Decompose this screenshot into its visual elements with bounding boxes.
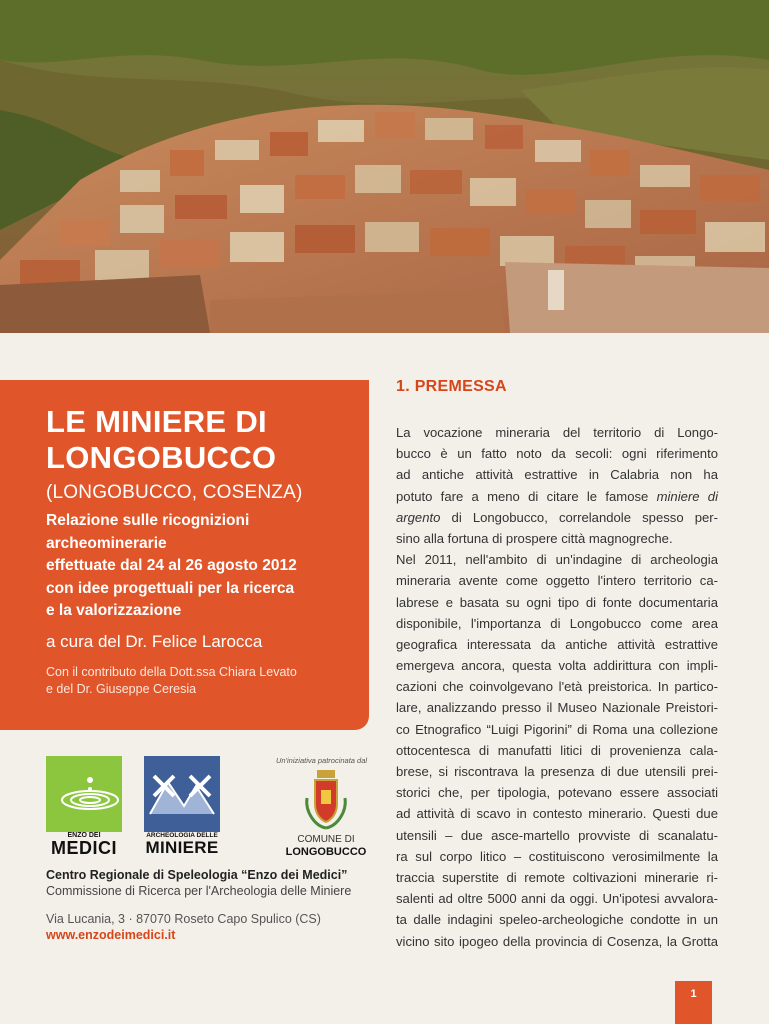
body-text [396,422,718,952]
body-line [396,464,718,485]
center-commission: Commissione di Ricerca per l'Archeologia delle Miniere [46,884,352,898]
body-text-span: brese, si riscontrava la presenza di due utensili prei- [396,764,718,779]
arch-logo-caption-top: ARCHEOLOGIA DELLE [146,832,218,839]
water-ripple-icon [46,756,122,832]
body-line [396,931,718,952]
logos-row [46,752,376,862]
body-line [396,634,718,655]
section-title: 1. PREMESSA [396,378,507,395]
body-text-span: sino alla fortuna di prospere città magnogreche. [396,530,673,546]
body-line [396,846,718,867]
body-line [396,528,718,549]
body-line [396,740,718,761]
contributor-line: Con il contributo della Dott.ssa Chiara Levato [46,664,297,679]
body-line [396,549,718,570]
page-number: 1 [675,981,712,1024]
body-text-span: bucco è un fatto noto da secoli: ogni riferimento [396,446,718,462]
contributor-line: e del Dr. Giuseppe Ceresia [46,682,197,696]
body-text-span: ottocentesca di manufatti litici di provenienza cala- [396,742,718,758]
enzo-dei-medici-logo [46,756,122,832]
body-text-span: ta dalle indagini speleo-archeologiche condotte in un [396,912,718,928]
body-line [396,782,718,803]
contributors [46,664,353,699]
title-box [0,380,369,730]
village-aerial-photo [0,0,769,333]
body-line [396,825,718,846]
comune-caption [276,834,376,858]
body-line [396,592,718,613]
body-text-span: La vocazione mineraria del territorio di Longo- [396,425,718,440]
emphasis-text: miniere di [656,488,718,504]
description-line: effettuate dal 24 al 26 agosto 2012 [46,557,297,574]
description-line: Relazione sulle ricognizioni [46,512,250,529]
body-text-span: utensili – due asce-martello provviste di scanalatu- [396,827,718,843]
header-photo [0,0,769,333]
body-line [396,655,718,676]
body-text-span: ra sul corpo litico – costituiscono verosimilmente la [396,848,718,864]
center-name: Centro Regionale di Speleologia “Enzo dei Medici” [46,868,348,882]
body-line [396,888,718,909]
body-text-span: salenti ad oltre 5000 anni da oggi. Un'ipotesi avvalora- [396,891,718,907]
mountains-icon [144,756,220,832]
body-line [396,570,718,591]
center-website-link[interactable]: www.enzodeimedici.it [46,928,176,942]
report-description [46,510,353,623]
body-line [396,867,718,888]
body-line [396,909,718,930]
description-line: con idee progettuali per la ricerca [46,579,295,597]
body-line [396,803,718,824]
comune-line-1: COMUNE DI [297,834,355,845]
body-line [396,676,718,697]
body-text-span: mineraria avente come oggetto l'intero territorio ca- [396,573,718,589]
body-line [396,422,718,443]
body-text-span: Nel 2011, nell'ambito di un'indagine di archeologia [396,552,718,568]
body-line [396,613,718,634]
author-credit: a cura del Dr. Felice Larocca [46,631,263,651]
body-text-span: vicino sito ipogeo della provincia di Cosenza, la Grotta [396,933,718,949]
body-text-span: emergeva ancora, questa volta addirittura con impli- [396,658,718,674]
arch-logo-caption: MINIERE [145,838,219,857]
body-text-span: disponibile, l'importanza di Longobucco come area [396,615,718,631]
body-line [396,719,718,740]
body-line [396,486,718,507]
body-text-span: di Longobucco, correlandole spesso per- [440,509,718,525]
body-text-span: traccia superstite di remote coltivazioni minerarie ri- [396,869,718,885]
body-line [396,697,718,718]
enzo-logo-caption: MEDICI [51,838,117,858]
body-text-span: storici che, per tipologia, potevano essere associati [396,785,718,801]
title-line-1: LE MINIERE DI [46,404,267,439]
description-line: e la valorizzazione [46,602,182,619]
body-text-span: co Etnografico “Luigi Pigorini” di Roma una collezione [396,721,718,737]
comune-line-2: LONGOBUCCO [285,846,367,858]
center-address: Via Lucania, 3 · 87070 Roseto Capo Spulico (CS) [46,912,321,926]
body-text-span: lare, analizzando presso il Museo Nazionale Preistori- [396,700,718,716]
body-line [396,443,718,464]
description-line: archeominerarie [46,534,167,552]
archeologia-miniere-logo [144,756,220,832]
body-text-span: ad attività di scavo in contesto minerario. Questi due [396,806,718,822]
body-text-span: potuto fare a meno di citare le famose [396,488,657,504]
body-line [396,761,718,782]
body-text-span: geografica interessata da antiche attività estrattive [396,636,718,652]
body-text-span: ad antiche attività estrattive in Calabria non ha [396,467,718,483]
title-line-2: LONGOBUCCO [46,440,277,475]
body-text-span: cazioni che coinvolgevano l'età preistorica. In partico- [396,679,718,695]
emphasis-text: argento [396,509,441,525]
center-info [46,868,386,942]
location-subtitle: (LONGOBUCCO, COSENZA) [46,482,303,503]
sponsor-note: Un'iniziativa patrocinata dal [276,756,368,765]
document-title [46,404,353,476]
body-line [396,507,718,528]
enzo-logo-caption-top: ENZO DEI [67,832,101,839]
body-text-span: labrese e basata su ogni tipo di fonte documentaria [396,594,718,610]
coat-of-arms-icon [301,768,351,832]
